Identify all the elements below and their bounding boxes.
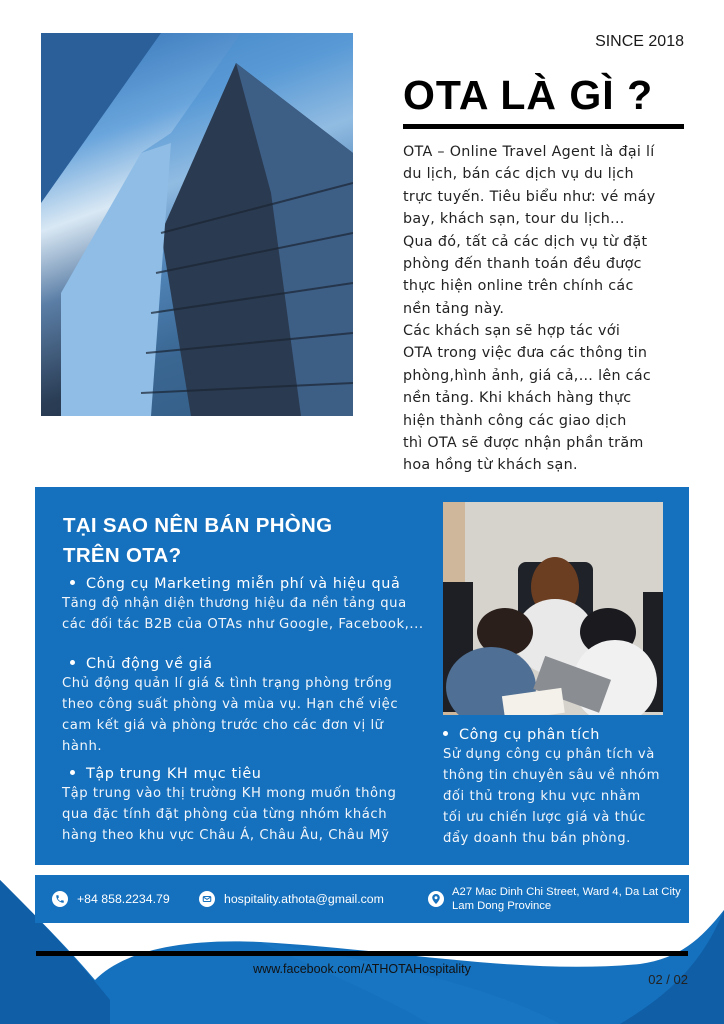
text-line: qua đặc tính đặt phòng của từng nhóm khách	[62, 807, 388, 822]
intro-paragraph-1	[403, 141, 693, 320]
heading-text: Tập trung KH mục tiêu	[86, 766, 262, 782]
text-line: Qua đó, tất cả các dịch vụ từ đặt	[403, 233, 648, 250]
text-line: Các khách sạn sẽ hợp tác với	[403, 323, 621, 339]
text-line: thực hiện online trên chính các	[403, 278, 634, 295]
why-section-title	[63, 511, 423, 571]
contact-email[interactable]	[199, 891, 384, 907]
bullet-icon	[443, 731, 448, 736]
text-line: đối thủ trong khu vực nhằm	[443, 789, 641, 804]
location-pin-icon	[428, 891, 444, 907]
text-line: hàng theo khu vực Châu Á, Châu Âu, Châu Mỹ	[62, 828, 390, 843]
address-text	[452, 885, 681, 913]
phone-icon	[52, 891, 68, 907]
text-line: thì OTA sẽ được nhận phần trăm	[403, 435, 644, 452]
heading-text: Công cụ Marketing miễn phí và hiệu quả	[86, 576, 401, 592]
address-line: A27 Mac Dinh Chi Street, Ward 4, Da Lat City	[452, 886, 681, 898]
benefit-heading	[62, 766, 442, 782]
benefit-description	[62, 783, 442, 846]
team-meeting-photo	[443, 502, 663, 715]
benefit-description	[443, 744, 685, 849]
text-line: bay, khách sạn, tour du lịch...	[403, 211, 625, 228]
contact-address	[428, 885, 681, 913]
bullet-icon	[70, 660, 75, 665]
text-line: đẩy doanh thu bán phòng.	[443, 831, 631, 846]
heading-text: Công cụ phân tích	[459, 727, 600, 743]
page-number: 02 / 02	[648, 972, 688, 987]
text-line: nền tảng. Khi khách hàng thực	[403, 390, 632, 407]
text-line: theo công suất phòng và mùa vụ. Hạn chế việc	[62, 697, 399, 712]
address-line: Lam Dong Province	[452, 900, 552, 912]
page-title: OTA LÀ GÌ ?	[403, 72, 654, 118]
title-line: TRÊN OTA?	[63, 544, 182, 567]
title-underline	[403, 124, 684, 129]
text-line: du lịch, bán các dịch vụ du lịch	[403, 166, 634, 183]
footer-rule	[36, 951, 688, 956]
intro-paragraph-2	[403, 320, 693, 477]
text-line: thông tin chuyên sâu về nhóm	[443, 768, 660, 783]
phone-number: +84 858.2234.79	[77, 892, 170, 906]
text-line: cam kết giá và phòng trước cho các đơn vị lữ	[62, 718, 384, 733]
text-line: Sử dụng công cụ phân tích và	[443, 747, 655, 762]
text-line: OTA – Online Travel Agent là đại lí	[403, 144, 655, 160]
text-line: Tăng độ nhận diện thương hiệu đa nền tảng qua	[62, 596, 407, 611]
facebook-link[interactable]: www.facebook.com/ATHOTAHospitality	[253, 962, 471, 976]
since-label: SINCE 2018	[595, 33, 684, 50]
text-line: tối ưu chiến lược giá và thúc	[443, 810, 646, 825]
bullet-icon	[70, 770, 75, 775]
text-line: phòng,hình ảnh, giá cả,… lên các	[403, 367, 652, 384]
text-line: Tập trung vào thị trường KH mong muốn thông	[62, 786, 397, 801]
building-photo	[41, 33, 353, 416]
benefit-heading	[62, 576, 442, 592]
text-line: hành.	[62, 739, 103, 754]
text-line: OTA trong việc đưa các thông tin	[403, 345, 648, 362]
text-line: trực tuyến. Tiêu biểu như: vé máy	[403, 188, 656, 205]
text-line: hiện thành công các giao dịch	[403, 412, 627, 429]
text-line: hoa hồng từ khách sạn.	[403, 457, 578, 474]
mail-icon	[199, 891, 215, 907]
benefit-heading	[435, 727, 685, 743]
text-line: Chủ động quản lí giá & tình trạng phòng trống	[62, 676, 393, 691]
email-address: hospitality.athota@gmail.com	[224, 892, 384, 906]
heading-text: Chủ động về giá	[86, 656, 213, 672]
text-line: phòng đến thanh toán đều được	[403, 256, 642, 273]
bullet-icon	[70, 580, 75, 585]
benefit-marketing	[62, 576, 442, 635]
benefit-description	[62, 593, 442, 635]
benefit-analytics	[435, 727, 685, 849]
title-line: TẠI SAO NÊN BÁN PHÒNG	[63, 514, 333, 537]
benefit-description	[62, 673, 442, 757]
text-line: các đối tác B2B của OTAs như Google, Facebook,...	[62, 617, 424, 632]
benefit-pricing	[62, 656, 442, 757]
benefit-target-customers	[62, 766, 442, 846]
contact-phone[interactable]	[52, 891, 170, 907]
benefit-heading	[62, 656, 442, 672]
text-line: nền tảng này.	[403, 300, 505, 317]
